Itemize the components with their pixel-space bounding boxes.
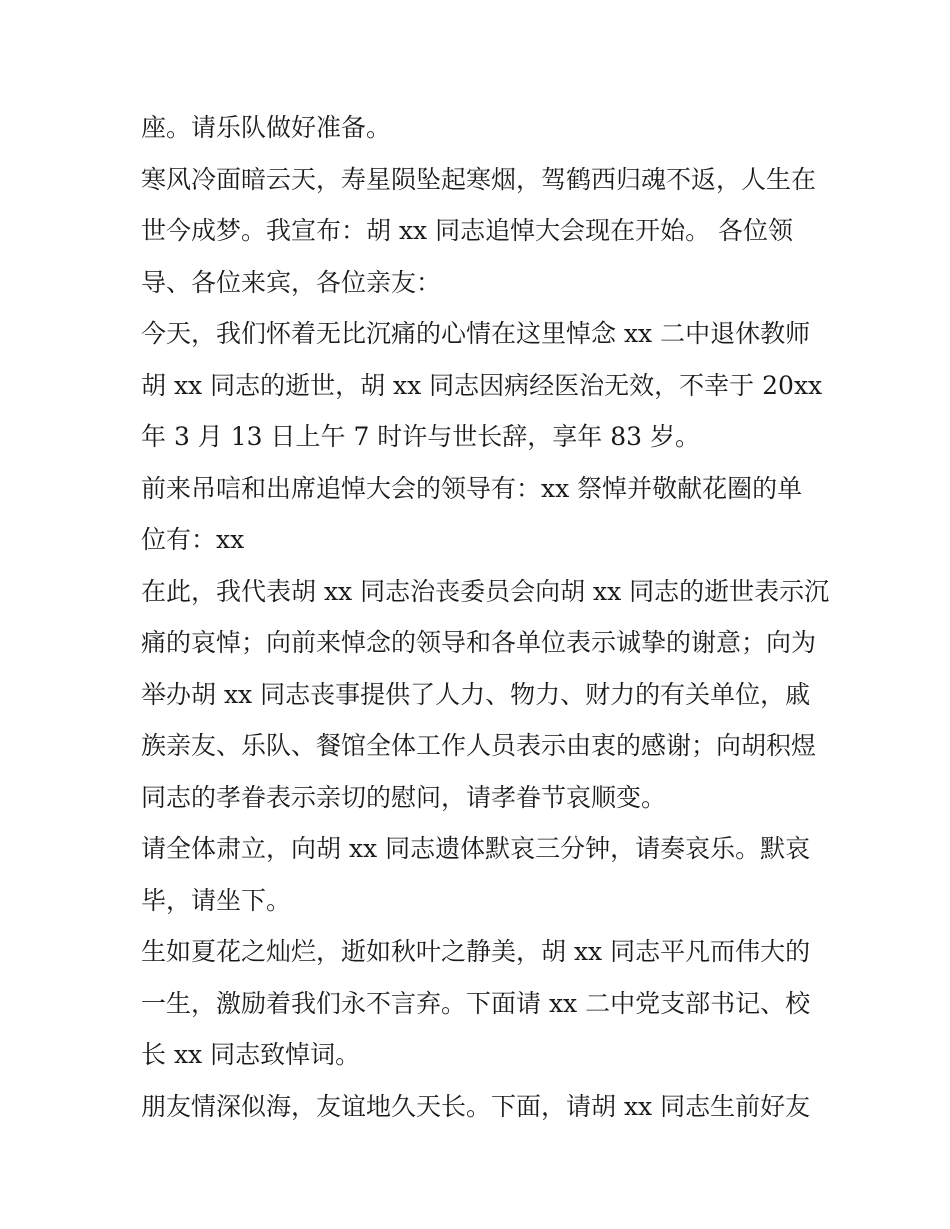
text-line: 今天，我们怀着无比沉痛的心情在这里悼念 xx 二中退休教师 xyxy=(141,319,811,348)
text-line: 生如夏花之灿烂，逝如秋叶之静美，胡 xx 同志平凡而伟大的 xyxy=(141,937,811,966)
text-line: 世今成梦。我宣布：胡 xx 同志追悼大会现在开始。 各位领 xyxy=(141,216,794,245)
text-line: 寒风冷面暗云天，寿星陨坠起寒烟，驾鹤西归魂不返，人生在 xyxy=(141,164,817,194)
text-line: 前来吊唁和出席追悼大会的领导有：xx 祭悼并敬献花圈的单 xyxy=(141,473,803,503)
text-line: 一生，激励着我们永不言弃。下面请 xx 二中党支部书记、校 xyxy=(141,988,811,1018)
document-body xyxy=(141,102,830,1132)
text-line: 痛的哀悼；向前来悼念的领导和各单位表示诚挚的谢意；向为 xyxy=(141,628,817,657)
text-line: 朋友情深似海，友谊地久天长。下面，请胡 xx 同志生前好友 xyxy=(141,1091,811,1121)
text-line: 在此，我代表胡 xx 同志治丧委员会向胡 xx 同志的逝世表示沉 xyxy=(141,576,830,606)
text-line: 胡 xx 同志的逝世，胡 xx 同志因病经医治无效，不幸于 20xx xyxy=(141,370,823,400)
text-line: 导、各位来宾，各位亲友： xyxy=(141,267,442,297)
text-line: 举办胡 xx 同志丧事提供了人力、物力、财力的有关单位，戚 xyxy=(141,679,811,709)
text-line: 年 3 月 13 日上午 7 时许与世长辞，享年 83 岁。 xyxy=(141,422,701,451)
text-line: 位有：xx xyxy=(141,525,245,554)
text-line: 长 xx 同志致悼词。 xyxy=(141,1040,361,1069)
text-line: 座。请乐队做好准备。 xyxy=(141,113,392,142)
text-line: 族亲友、乐队、餐馆全体工作人员表示由衷的感谢；向胡积煜 xyxy=(141,731,817,760)
text-line: 同志的孝眷表示亲切的慰问，请孝眷节哀顺变。 xyxy=(141,782,667,812)
text-line: 毕，请坐下。 xyxy=(141,885,292,915)
text-line: 请全体肃立，向胡 xx 同志遗体默哀三分钟，请奏哀乐。默哀 xyxy=(141,834,811,863)
